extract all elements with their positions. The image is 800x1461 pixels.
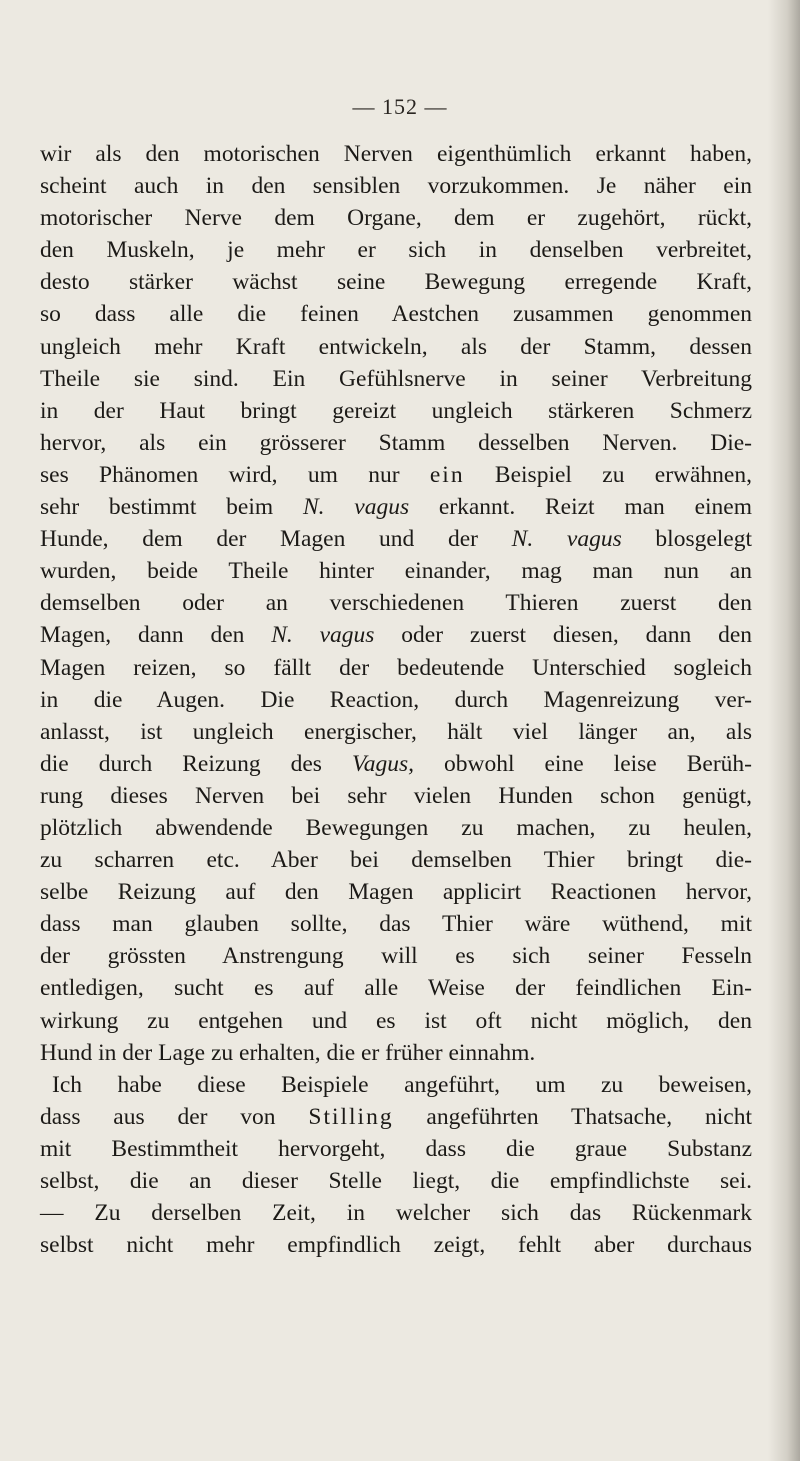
text-segment: desto stärker wächst seine Bewegung erregende Kraft, [40,269,752,296]
text-line [40,684,752,716]
text-line [40,1069,752,1101]
text-line [40,1197,752,1229]
text-line [40,523,752,555]
text-line [40,202,752,234]
text-line [40,331,752,363]
text-segment: hervor, als ein grösserer Stamm desselben Nerven. Die- [40,429,752,456]
text-segment: anlasst, ist ungleich energischer, hält viel länger an, als [40,718,752,745]
text-segment: der grössten Anstrengung will es sich seiner Fesseln [40,943,752,970]
text-line [40,587,752,619]
text-segment: selbe Reizung auf den Magen applicirt Reactionen hervor, [40,879,752,906]
text-segment: selbst, die an dieser Stelle liegt, die empfindlichste sei. [40,1168,752,1194]
text-segment: zu scharren etc. Aber bei demselben Thier bringt die- [40,847,752,874]
text-segment: erkannt. Reizt man einem [409,494,752,521]
text-segment: blosgelegt [621,526,753,553]
text-segment: Magen reizen, so fällt der bedeutende Unterschied sogleich [40,654,752,681]
text-segment: angeführten Thatsache, nicht [393,1103,752,1130]
text-segment: oder zuerst diesen, dann den [374,622,753,649]
text-line [40,716,752,748]
text-line [40,427,752,459]
spaced-emphasis: ein [429,461,465,488]
text-segment: entledigen, sucht es auf alle Weise der feindlichen Ein- [40,975,752,1002]
text-segment: Ich habe diese Beispiele angeführt, um zu beweisen, [52,1071,752,1098]
text-segment: Theile sie sind. Ein Gefühlsnerve in seiner Verbreitung [40,365,752,392]
text-line [40,234,752,266]
text-segment: mit Bestimmtheit hervorgeht, dass die graue Substanz [40,1135,752,1162]
italic-term: N. vagus [302,494,410,521]
text-segment: wurden, beide Theile hinter einander, mag man nun an [40,558,752,585]
page-edge-shadow [768,0,800,1461]
text-line [40,138,752,170]
text-segment: wirkung zu entgehen und es ist oft nicht möglich, den [40,1007,752,1034]
text-segment: Beispiel zu erwähnen, [464,461,752,488]
text-segment: in die Augen. Die Reaction, durch Magenreizung ver- [40,686,752,713]
text-line [40,1229,752,1261]
text-segment: scheint auch in den sensiblen vorzukommen. Je näher ein [40,173,752,200]
text-segment: selbst nicht mehr empfindlich zeigt, fehlt aber durchaus [40,1232,752,1259]
spaced-emphasis: Stilling [308,1103,394,1130]
text-line [40,908,752,940]
text-segment: motorischer Nerve dem Organe, dem er zugehört, rückt, [40,205,752,232]
text-segment: die durch Reizung des [40,750,352,777]
text-line [40,1133,752,1165]
text-line [40,1101,752,1133]
text-segment: Hund in der Lage zu erhalten, die er früher einnahm. [40,1039,536,1066]
text-segment: sehr bestimmt beim [40,494,303,521]
text-line [40,555,752,587]
text-line [40,266,752,298]
text-segment: den Muskeln, je mehr er sich in denselben verbreitet, [40,237,752,264]
text-line [40,780,752,812]
text-line [40,812,752,844]
text-segment: obwohl eine leise Berüh- [413,750,752,777]
text-line [40,972,752,1004]
text-segment: wir als den motorischen Nerven eigenthümlich erkannt haben, [40,141,752,167]
text-segment: dass aus der von [40,1103,309,1130]
text-segment: — Zu derselben Zeit, in welcher sich das Rückenmark [40,1200,752,1227]
page-number: — 152 — [352,94,448,119]
text-line [40,619,752,651]
text-segment: rung dieses Nerven bei sehr vielen Hunden schon genügt, [40,782,752,809]
text-line [40,652,752,684]
text-line [40,459,752,491]
italic-term: N. vagus [511,526,622,553]
italic-term: Vagus, [351,750,414,777]
text-segment: Hunde, dem der Magen und der [40,526,512,553]
text-line [40,1037,752,1069]
text-segment: ses Phänomen wird, um nur [40,461,430,488]
text-segment: demselben oder an verschiedenen Thieren zuerst den [40,590,752,617]
italic-term: N. vagus [271,622,375,649]
text-segment: dass man glauben sollte, das Thier wäre wüthend, mit [40,911,752,938]
text-segment: Magen, dann den [40,622,272,649]
text-line [40,491,752,523]
text-line [40,940,752,972]
text-line [40,395,752,427]
text-line [40,363,752,395]
text-line [40,748,752,780]
text-line [40,876,752,908]
text-segment: plötzlich abwendende Bewegungen zu machen, zu heulen, [40,814,752,841]
text-segment: in der Haut bringt gereizt ungleich stärkeren Schmerz [40,397,752,424]
text-line [40,170,752,202]
text-line [40,1005,752,1037]
text-line [40,844,752,876]
text-segment: so dass alle die feinen Aestchen zusammen genommen [40,301,752,328]
body-text [40,138,752,1261]
text-line [40,1165,752,1197]
text-segment: ungleich mehr Kraft entwickeln, als der Stamm, dessen [40,333,752,360]
text-line [40,298,752,330]
